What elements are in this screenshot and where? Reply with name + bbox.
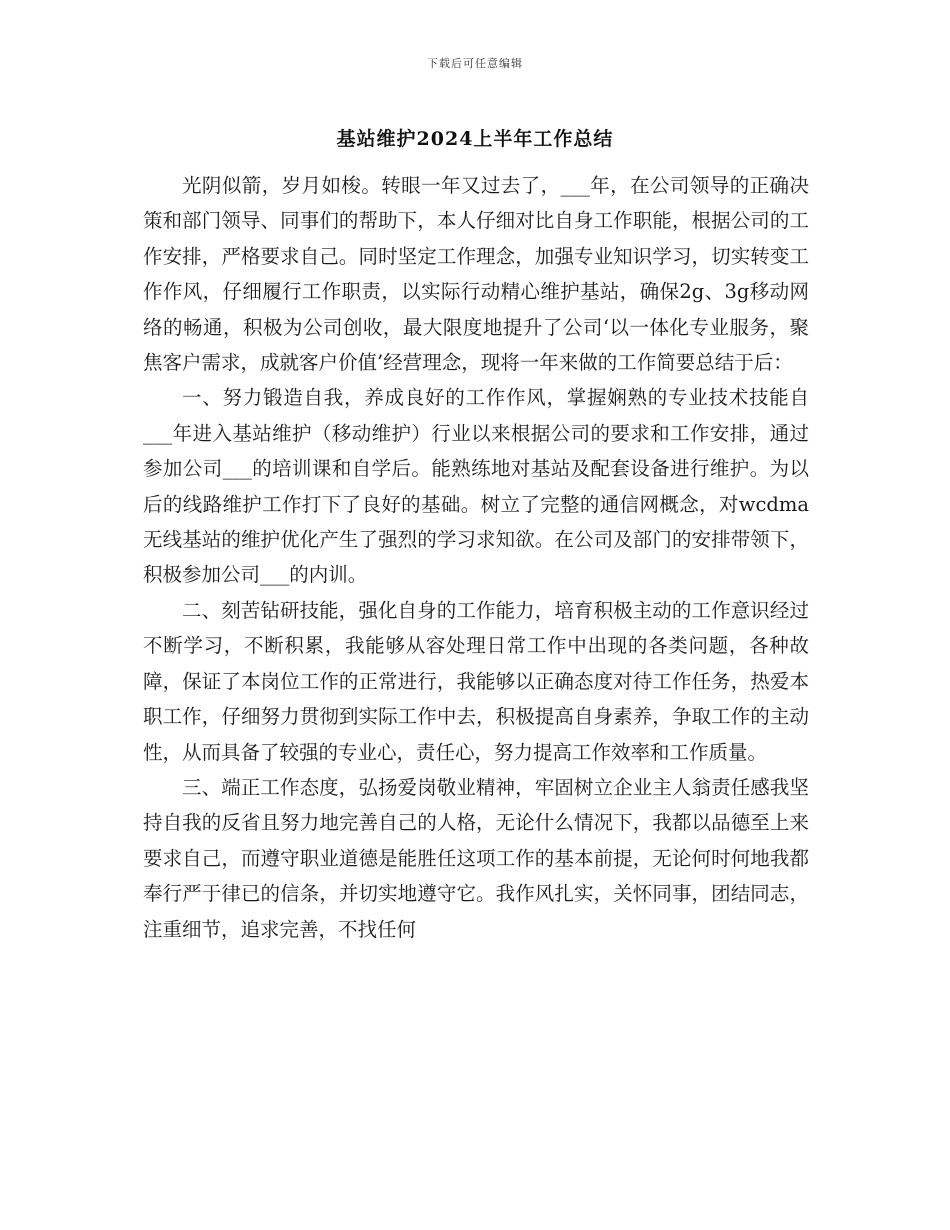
paragraph-section-3: 三、端正工作态度，弘扬爱岗敬业精神，牢固树立企业主人翁责任感我坚持自我的反省且努力地完善自己的人格，无论什么情况下，我都以品德至上来要求自己，而遵守职业道德是能胜任这项工作的基本前提，无论何时何地我都奉行严于律已的信条，并切实地遵守它。我作风扎实，关怀同事，团结同志，注重细节，追求完善，不找任何 xyxy=(143,775,809,941)
paragraph-section-2: 二、刻苦钻研技能，强化自身的工作能力，培育积极主动的工作意识经过不断学习，不断积累，我能够从容处理日常工作中出现的各类问题，各种故障，保证了本岗位工作的正常进行，我能够以正确态度对待工作任务，热爱本职工作，仔细努力贯彻到实际工作中去，积极提高自身素养，争取工作的主动性，从而具备了较强的专业心，责任心，努力提高工作效率和工作质量。 xyxy=(143,598,809,764)
paragraph-section-1: 一、努力锻造自我，养成良好的工作作风，掌握娴熟的专业技术技能自___年进入基站维护（移动维护）行业以来根据公司的要求和工作安排，通过参加公司___的培训课和自学后。能熟练地对基站及配套设备进行维护。为以后的线路维护工作打下了良好的基础。树立了完整的通信网概念，对wcdma无线基站的维护优化产生了强烈的学习求知欲。在公司及部门的安排带领下，积极参加公司___的内训。 xyxy=(143,386,809,587)
header-note: 下载后可任意编辑 xyxy=(427,57,523,70)
paragraph-intro: 光阴似箭，岁月如梭。转眼一年又过去了，___年，在公司领导的正确决策和部门领导、同事们的帮助下，本人仔细对比自身工作职能，根据公司的工作安排，严格要求自己。同时坚定工作理念，加强专业知识学习，切实转变工作作风，仔细履行工作职责，以实际行动精心维护基站，确保2g、3g移动网络的畅通，积极为公司创收，最大限度地提升了公司‘以一体化专业服务，聚焦客户需求，成就客户价值’经营理念，现将一年来做的工作简要总结于后： xyxy=(143,174,809,375)
document-title: 基站维护2024上半年工作总结 xyxy=(336,128,614,150)
document-body xyxy=(143,168,809,947)
